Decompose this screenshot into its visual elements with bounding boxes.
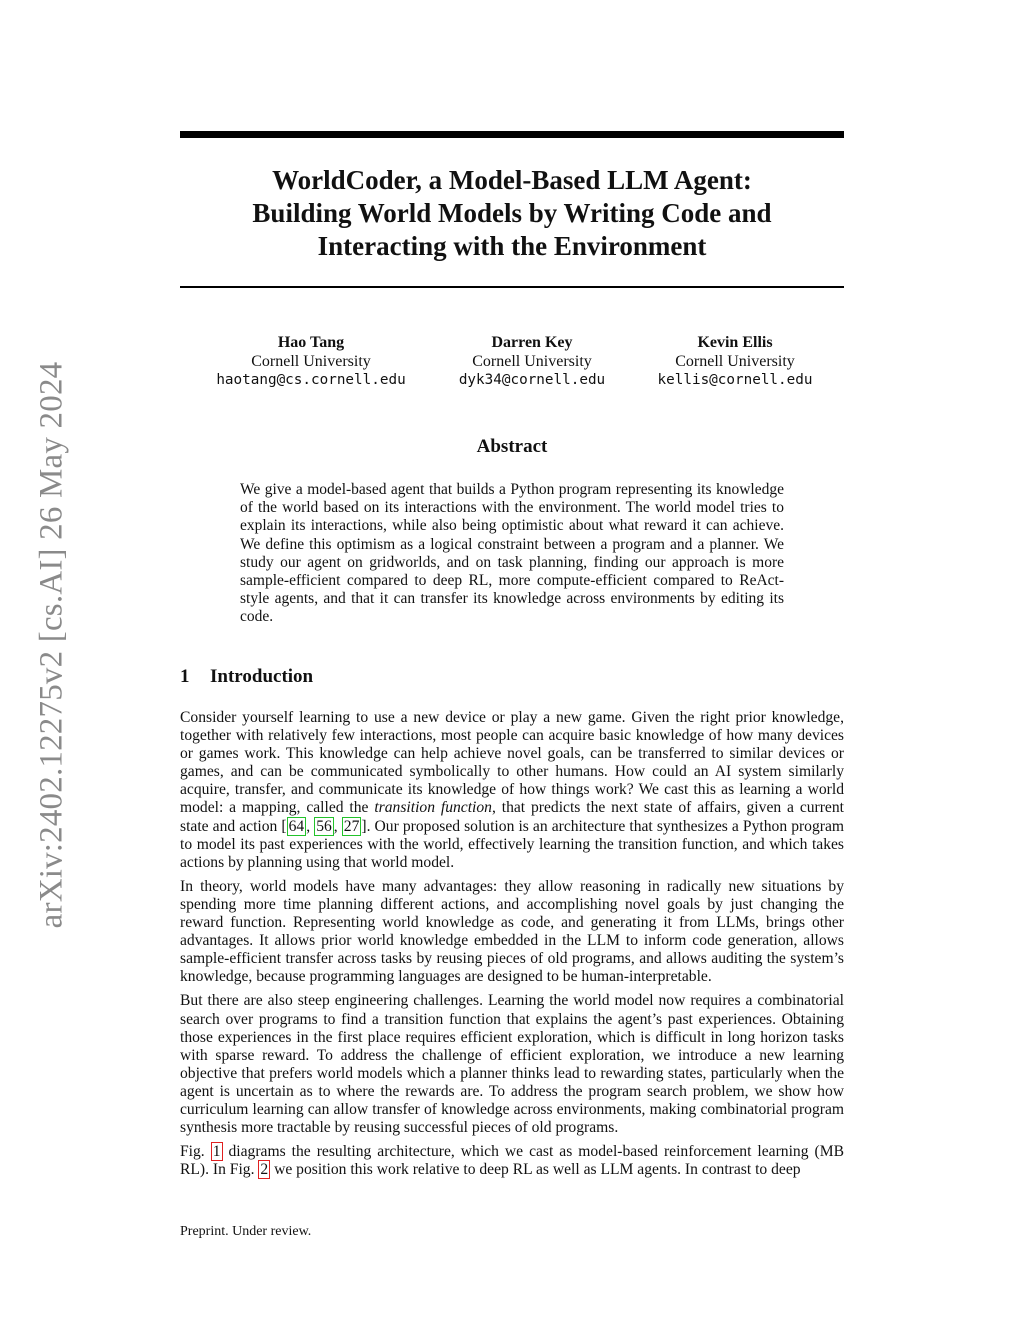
title-line-3: Interacting with the Environment [317,231,707,261]
section-title: Introduction [210,666,314,687]
paragraph-text: diagrams the resulting architecture, which we cast as model-based reinforcement learning (MB RL). In Fig. [180,1143,844,1179]
author-affiliation: Cornell University [472,352,592,370]
figure-reference-link[interactable]: 2 [260,1161,269,1179]
paper-title [180,164,844,263]
citation-link[interactable]: 56 [316,817,332,835]
citation-separator: , [333,817,342,835]
author-block-3 [640,334,830,390]
paragraph-text: , that predicts the next state of affairs, given a current state and action [ [180,799,844,835]
emphasis-text: transition function [374,799,492,817]
paragraph-text: we position this work relative to deep RL as well as LLM agents. In contrast to deep [270,1161,801,1179]
author-name: Hao Tang [277,334,345,351]
author-block-1 [197,334,425,390]
paragraph-3: But there are also steep engineering challenges. Learning the world model now requires a combinatorial search over programs to find a transition function that explains the agent’s past experiences. Obtaining those experiences in the first place requires efficient exploration, which is difficult in long horizon tasks with sparse reward. To address the challenge of efficient exploration, we introduce a new learning objective that prefers world models which a planner thinks lead to rewarding states, particularly when the agent is uncertain as to where the rewards are. To address the program search problem, we show how curriculum learning can allow transfer of knowledge across environments, making combinatorial program synthesis more tractable by reusing successful pieces of old programs. [180,992,844,1137]
abstract-text: We give a model-based agent that builds a Python program representing its knowledge of the world based on its interactions with the environment. The world model tries to explain its interactions, while also being optimistic about what reward it can achieve. We define this optimism as a logical constraint between a program and a planner. We study our agent on gridworlds, and on task planning, finding our approach is more sample-efficient compared to deep RL, more compute-efficient compared to ReAct-style agents, and that it can transfer its knowledge across environments by editing its code. [240,481,784,626]
footer-note: Preprint. Under review. [180,1224,312,1239]
abstract-heading: Abstract [476,436,548,457]
arxiv-identifier: arXiv:2402.12275v2 [cs.AI] 26 May 2024 [33,361,70,929]
paragraph-text: Fig. [180,1143,211,1161]
title-line-2: Building World Models by Writing Code and [252,198,772,228]
author-name: Darren Key [491,334,573,351]
paragraph-2: In theory, world models have many advantages: they allow reasoning in radically new situations by spending more time planning different actions, and accomplishing novel goals by just changing the reward function. Representing world knowledge as code, and generating it from LLMs, brings other advantages. It allows prior world knowledge embedded in the LLM to inform code generation, allows sample-efficient transfer across tasks by reusing pieces of old programs, and allows auditing the system’s knowledge, because programming languages are designed to be human-interpretable. [180,877,844,986]
paragraph-1 [180,709,844,872]
paragraph-4 [180,1143,844,1179]
author-email[interactable]: haotang@cs.cornell.edu [216,372,406,388]
paragraph-text: ]. Our proposed solution is an architecture that synthesizes a Python program to model its past experiences with the world, effectively learning the transition function, and which takes actions by planning using that world model. [180,817,845,871]
citation-link[interactable]: 64 [288,817,305,835]
paragraph-text: Consider yourself learning to use a new device or play a new game. Given the right prior knowledge, together with relatively few interactions, most people can acquire basic knowledge of how many devices or games work. This knowledge can help achieve novel goals, can be transferred to similar devices or games, and can be communicated symbolically to other humans. How could an AI system similarly acquire, transfer, and communicate its knowledge of how things work? We cast this as learning a world model: a mapping, called the [180,709,844,817]
citation-link[interactable]: 27 [343,817,360,835]
section-number: 1 [180,666,190,687]
author-email[interactable]: kellis@cornell.edu [657,372,813,388]
author-name: Kevin Ellis [697,334,773,351]
citation-separator: , [306,817,315,835]
author-affiliation: Cornell University [675,352,795,370]
author-affiliation: Cornell University [251,352,371,370]
title-bottom-rule [180,286,844,288]
introduction-body [180,709,844,1185]
title-top-rule [180,131,844,138]
author-block-2 [436,334,628,390]
section-heading [180,666,313,688]
title-line-1: WorldCoder, a Model-Based LLM Agent: [272,165,752,195]
figure-reference-link[interactable]: 1 [212,1143,221,1161]
author-email[interactable]: dyk34@cornell.edu [458,372,606,388]
